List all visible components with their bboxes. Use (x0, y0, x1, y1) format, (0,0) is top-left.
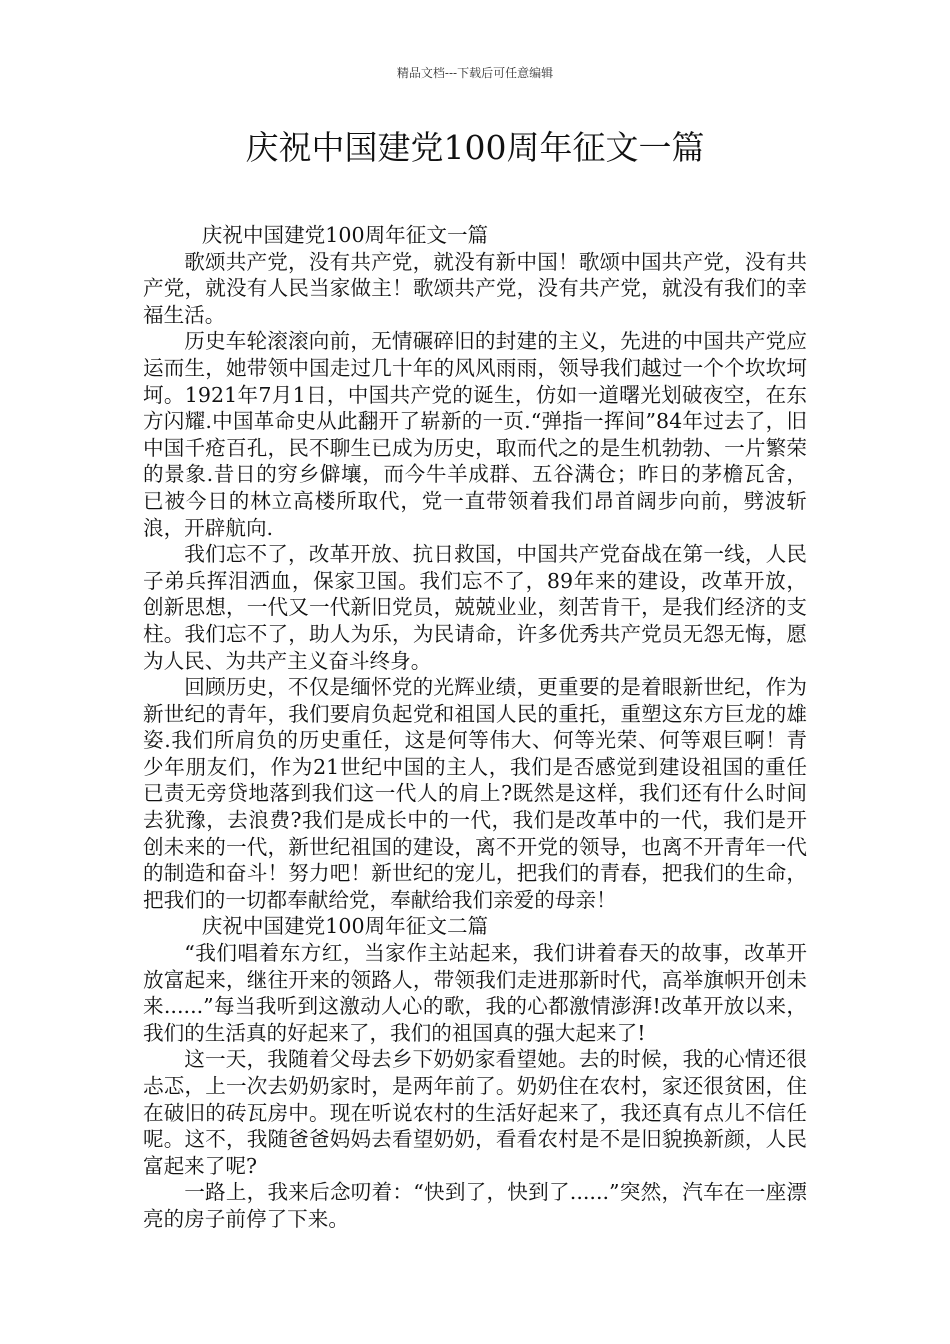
paragraph: “我们唱着东方红，当家作主站起来，我们讲着春天的故事，改革开放富起来，继往开来的领路人，带领我们走进那新时代，高举旗帜开创未来......”每当我听到这激动人心的歌，我的心都激情澎湃!改革开放以来，我们的生活真的好起来了，我们的祖国真的强大起来了! (143, 941, 807, 1045)
header-note: 精品文档---下载后可任意编辑 (396, 66, 554, 80)
paragraph: 一路上，我来后念叨着：“快到了，快到了......”突然，汽车在一座漂亮的房子前停了下来。 (143, 1180, 807, 1231)
document-body (143, 222, 807, 1233)
section-heading-2: 庆祝中国建党100周年征文二篇 (201, 914, 489, 939)
paragraph: 歌颂共产党，没有共产党，就没有新中国！歌颂中国共产党，没有共产党，就没有人民当家做主！歌颂共产党，没有共产党，就没有我们的幸福生活。 (143, 249, 807, 327)
paragraph: 我们忘不了，改革开放、抗日救国，中国共产党奋战在第一线，人民子弟兵挥泪洒血，保家卫国。我们忘不了，89年来的建设，改革开放，创新思想，一代又一代新旧党员，兢兢业业，刻苦肯干，是我们经济的支柱。我们忘不了，助人为乐，为民请命，许多优秀共产党员无怨无悔，愿为人民、为共产主义奋斗终身。 (143, 542, 807, 673)
paragraph: 历史车轮滚滚向前，无情碾碎旧的封建的主义，先进的中国共产党应运而生，她带领中国走过几十年的风风雨雨，领导我们越过一个个坎坎坷坷。1921年7月1日，中国共产党的诞生，仿如一道曙光划破夜空，在东方闪耀.中国革命史从此翻开了崭新的一页.“弹指一挥间”84年过去了，旧中国千疮百孔，民不聊生已成为历史，取而代之的是生机勃勃、一片繁荣的景象.昔日的穷乡僻壤，而今牛羊成群、五谷满仓；昨日的茅檐瓦舍，已被今日的林立高楼所取代，党一直带领着我们昂首阔步向前，劈波斩浪，开辟航向. (143, 329, 807, 540)
section-heading-1: 庆祝中国建党100周年征文一篇 (201, 223, 489, 247)
document-title: 庆祝中国建党100周年征文一篇 (245, 128, 705, 167)
paragraph: 回顾历史，不仅是缅怀党的光辉业绩，更重要的是着眼新世纪，作为新世纪的青年，我们要肩负起党和祖国人民的重托，重塑这东方巨龙的雄姿.我们所肩负的历史重任，这是何等伟大、何等光荣、何等艰巨啊！青少年朋友们，作为21世纪中国的主人，我们是否感觉到建设祖国的重任已责无旁贷地落到我们这一代人的肩上?既然是这样，我们还有什么时间去犹豫，去浪费?我们是成长中的一代，我们是改革中的一代，我们是开创未来的一代，新世纪祖国的建设，离不开党的领导，也离不开青年一代的制造和奋斗！努力吧！新世纪的宠儿，把我们的青春，把我们的生命，把我们的一切都奉献给党，奉献给我们亲爱的母亲！ (143, 675, 807, 912)
paragraph: 这一天，我随着父母去乡下奶奶家看望她。去的时候，我的心情还很忐忑，上一次去奶奶家时，是两年前了。奶奶住在农村，家还很贫困，住在破旧的砖瓦房中。现在听说农村的生活好起来了，我还真有点儿不信任呢。这不，我随爸爸妈妈去看望奶奶，看看农村是不是旧貌换新颜，人民富起来了呢? (143, 1047, 807, 1178)
